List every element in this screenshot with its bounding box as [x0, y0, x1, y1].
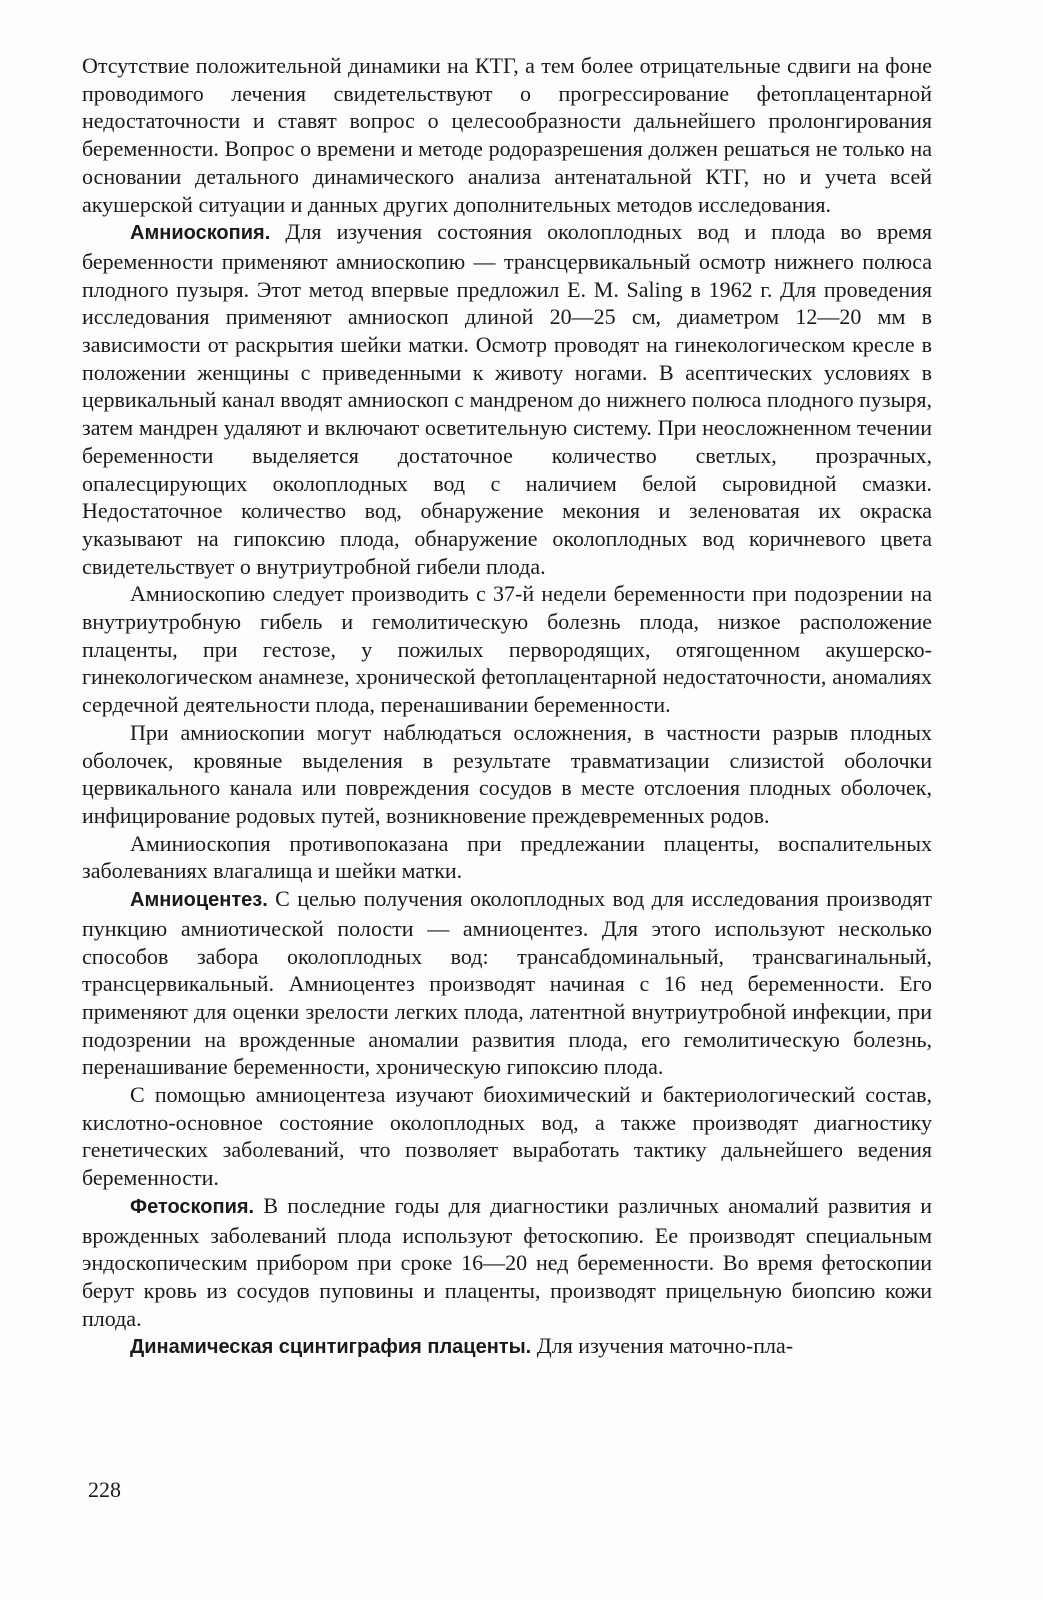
- paragraph-fetoscopy: [82, 1192, 932, 1333]
- paragraph-amniocentesis: [82, 885, 932, 1081]
- paragraph-text: Аминиоскопия противопоказана при предлежании плаценты, воспалительных заболеваниях влагалища и шейки матки.: [82, 830, 932, 884]
- section-heading-amnioscopy: Амниоскопия.: [130, 222, 271, 245]
- paragraph-text: С целью получения околоплодных вод для исследования производят пункцию амниотической полости — амниоцентез. Для этого используют несколько способов забора околоплодных вод: трансабдоминальный, трансвагинальный, трансцервикальный. Амниоцентез производят начиная с 16 нед беременности. Его применяют для оценки зрелости легких плода, латентной внутриутробной инфекции, при подозрении на врожденные аномалии развития плода, его гемолитическую болезнь, перенашивание беременности, хроническую гипоксию плода.: [82, 886, 932, 1080]
- paragraph-text: Отсутствие положительной динамики на КТГ, а тем более отрицательные сдвиги на фоне проводимого лечения свидетельствуют о прогрессирование фетоплацентарной недостаточности и ставят вопрос о целесообразности дальнейшего пролонгирования беременности. Вопрос о времени и методе родоразрешения должен решаться не только на основании детального динамического анализа антенатальной КТГ, но и учета всей акушерской ситуации и данных других дополнительных методов исследования.: [82, 53, 932, 217]
- paragraph-amniocentesis-analysis: [82, 1081, 932, 1192]
- paragraph-text: Амниоскопию следует производить с 37-й недели беременности при подозрении на внутриутробную гибель и гемолитическую болезнь плода, низкое расположение плаценты, при гестозе, у пожилых первородящих, отягощенном акушерско-гинекологическом анамнезе, хронической фетоплацентарной недостаточности, аномалиях сердечной деятельности плода, перенашивании беременности.: [82, 581, 932, 718]
- paragraph-text: Для изучения маточно-пла-: [531, 1333, 794, 1359]
- paragraph-text: В последние годы для диагностики различных аномалий развития и врожденных заболеваний плода используют фетоскопию. Ее производят специальным эндоскопическим прибором при сроке 16—20 нед беременности. Во время фетоскопии берут кровь из сосудов пуповины и плаценты, производят прицельную биопсию кожи плода.: [82, 1192, 932, 1331]
- paragraph-text: Для изучения состояния околоплодных вод и плода во время беременности применяют амниоскопию — трансцервикальный осмотр нижнего полюса плодного пузыря. Этот метод впервые предложил Е. М. Saling в 1962 г. Для проведения исследования применяют амниоскоп длиной 20—25 см, диаметром 12—20 мм в зависимости от раскрытия шейки матки. Осмотр проводят на гинекологическом кресле в положении женщины с приведенными к животу ногами. В асептических условиях в цервикальный канал вводят амниоскоп с мандреном до нижнего полюса плодного пузыря, затем мандрен удаляют и включают осветительную систему. При неосложненном течении беременности выделяется достаточное количество светлых, прозрачных, опалесцирующих околоплодных вод с наличием белой сыровидной смазки. Недостаточное количество вод, обнаружение мекония и зеленоватая их окраска указывают на гипоксию плода, обнаружение околоплодных вод коричневого цвета свидетельствует о внутриутробной гибели плода.: [82, 219, 932, 579]
- paragraph-scintigraphy: [82, 1332, 932, 1362]
- paragraph-text: При амниоскопии могут наблюдаться осложнения, в частности разрыв плодных оболочек, кровяные выделения в результате травматизации слизистой оболочки цервикального канала или повреждения сосудов в месте отслоения плодных оболочек, инфицирование родовых путей, возникновение преждевременных родов.: [82, 719, 932, 828]
- section-heading-scintigraphy: Динамическая сцинтиграфия плаценты.: [130, 1336, 532, 1359]
- page-body: [82, 52, 932, 1362]
- section-heading-amniocentesis: Амниоцентез.: [130, 889, 268, 912]
- paragraph-amnioscopy: [82, 218, 932, 580]
- paragraph-text: С помощью амниоцентеза изучают биохимический и бактериологический состав, кислотно-основное состояние околоплодных вод, а также производят диагностику генетических заболеваний, что позволяет выработать тактику дальнейшего ведения беременности.: [82, 1082, 932, 1191]
- paragraph-amnioscopy-indications: [82, 580, 932, 719]
- section-heading-fetoscopy: Фетоскопия.: [130, 1195, 255, 1218]
- paragraph-ktg-intro: [82, 52, 932, 218]
- page-number: 228: [88, 1477, 121, 1502]
- paragraph-amnioscopy-complications: [82, 719, 932, 830]
- paragraph-amnioscopy-contraindications: [82, 830, 932, 885]
